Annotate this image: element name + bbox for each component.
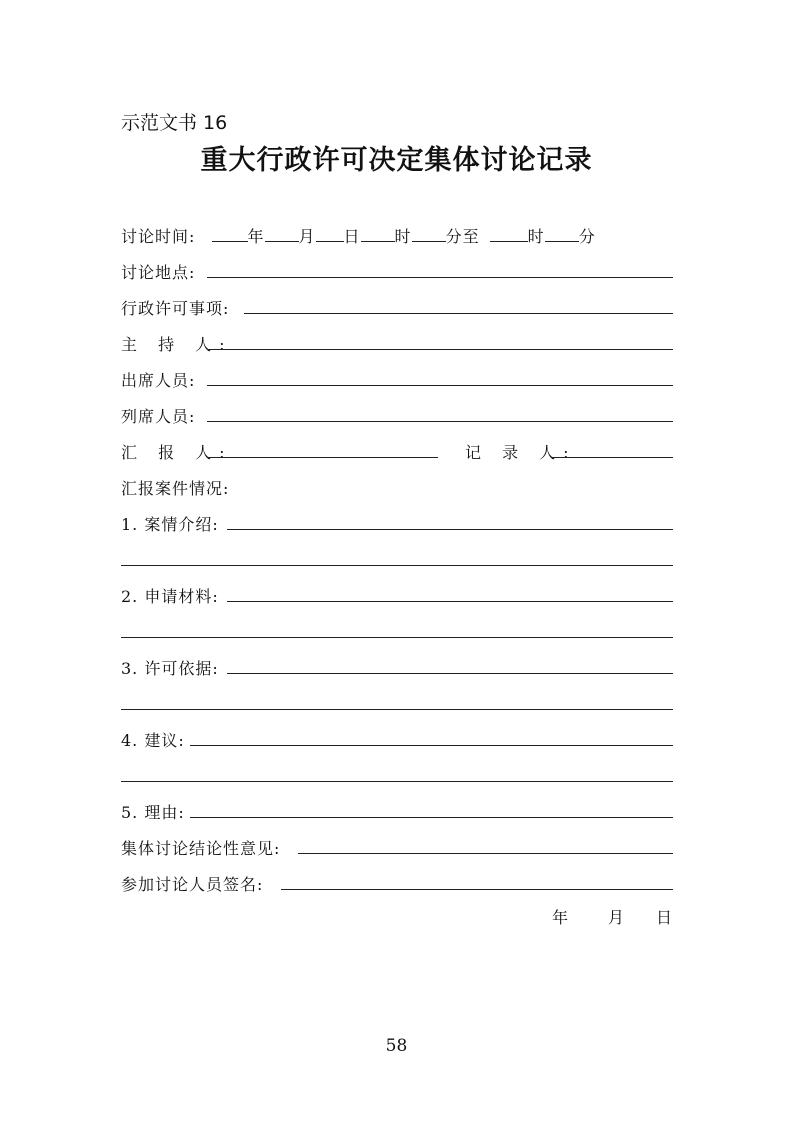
conclusion-label: 集体讨论结论性意见: — [121, 839, 281, 858]
item5-line[interactable] — [190, 817, 673, 818]
item1-line[interactable] — [227, 529, 673, 530]
minute-blank[interactable] — [412, 241, 446, 242]
item3-line[interactable] — [227, 673, 673, 674]
page-number: 58 — [385, 1036, 408, 1056]
item2-line-2[interactable] — [121, 637, 673, 638]
host-line[interactable] — [207, 349, 673, 350]
host-label: 主 持 人: — [121, 335, 233, 354]
item1-label: 1. 案情介绍: — [121, 515, 219, 534]
matter-label: 行政许可事项: — [121, 299, 230, 318]
end-hour-unit: 时 — [527, 227, 545, 246]
location-label: 讨论地点: — [121, 263, 196, 282]
month-blank[interactable] — [265, 241, 299, 242]
reporter-line[interactable] — [207, 457, 438, 458]
observers-line[interactable] — [207, 421, 673, 422]
location-line[interactable] — [207, 277, 673, 278]
day-blank[interactable] — [316, 241, 344, 242]
reporter-label: 汇 报 人: — [121, 443, 233, 462]
signatures-label: 参加讨论人员签名: — [121, 875, 264, 894]
hour-blank[interactable] — [361, 241, 395, 242]
sign-date-month: 月 — [608, 908, 625, 927]
sign-date-year: 年 — [552, 908, 569, 927]
attendees-line[interactable] — [207, 385, 673, 386]
end-hour-blank[interactable] — [490, 241, 528, 242]
year-blank[interactable] — [212, 241, 248, 242]
end-minute-blank[interactable] — [545, 241, 579, 242]
item3-label: 3. 许可依据: — [121, 659, 219, 678]
item4-label: 4. 建议: — [121, 731, 185, 750]
month-unit: 月 — [298, 227, 316, 246]
document-label: 示范文书 16 — [121, 112, 228, 134]
minute-to-unit: 分至 — [445, 227, 480, 246]
item2-line[interactable] — [227, 601, 673, 602]
year-unit: 年 — [247, 227, 265, 246]
document-title: 重大行政许可决定集体讨论记录 — [200, 145, 593, 176]
report-situation-label: 汇报案件情况: — [121, 479, 230, 498]
day-unit: 日 — [343, 227, 361, 246]
signatures-line[interactable] — [281, 889, 673, 890]
observers-label: 列席人员: — [121, 407, 196, 426]
item1-line-2[interactable] — [121, 565, 673, 566]
matter-line[interactable] — [244, 313, 673, 314]
discussion-time-label: 讨论时间: — [121, 227, 196, 246]
recorder-label: 记 录 人: — [465, 443, 577, 462]
end-minute-unit: 分 — [578, 227, 596, 246]
hour-unit: 时 — [394, 227, 412, 246]
item3-line-2[interactable] — [121, 709, 673, 710]
attendees-label: 出席人员: — [121, 371, 196, 390]
sign-date-day: 日 — [656, 908, 673, 927]
item4-line-2[interactable] — [121, 781, 673, 782]
item5-label: 5. 理由: — [121, 803, 185, 822]
conclusion-line[interactable] — [298, 853, 673, 854]
discussion-time-row — [121, 224, 596, 247]
recorder-line[interactable] — [552, 457, 673, 458]
item4-line[interactable] — [190, 745, 673, 746]
item2-label: 2. 申请材料: — [121, 587, 219, 606]
